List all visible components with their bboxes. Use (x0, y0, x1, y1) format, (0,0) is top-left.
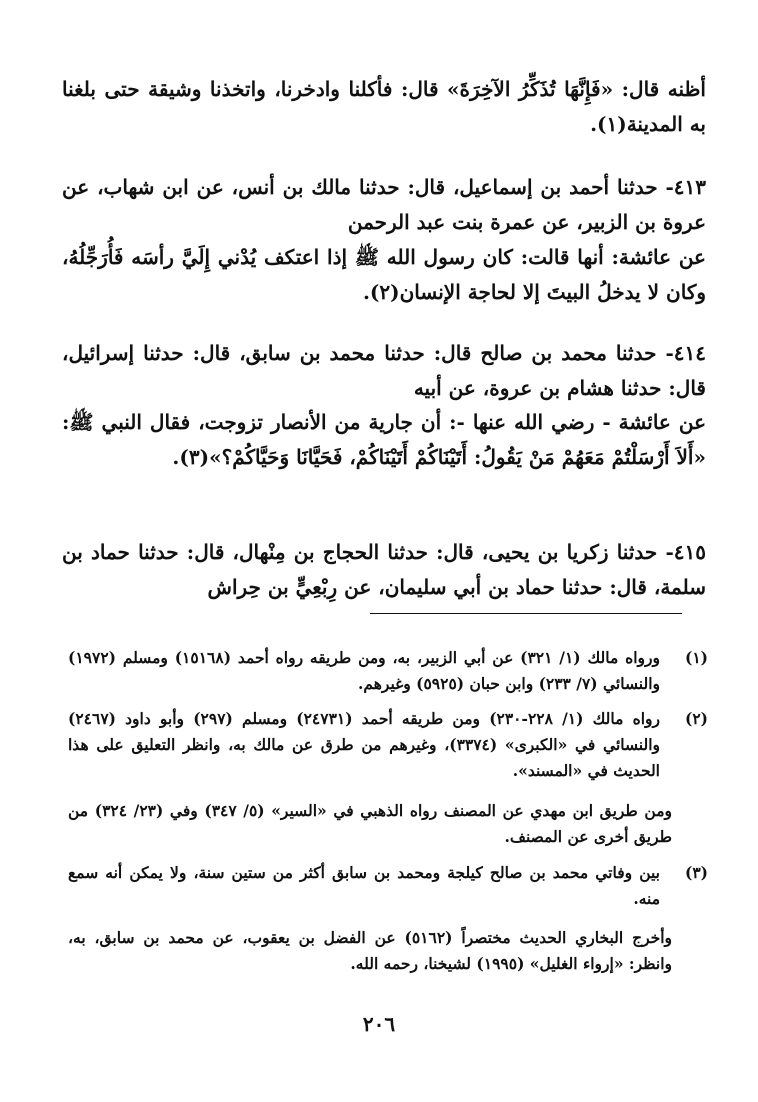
footnote-2 (68, 706, 708, 784)
footnote-2-continuation (68, 798, 708, 850)
page-number: ٢٠٦ (362, 1012, 396, 1036)
footnote-3 (68, 860, 708, 912)
footnote-1 (68, 645, 708, 697)
paragraph-continuation: أظنه قال: «فَإِنَّهَا تُذَكِّرُ الآخِرَةَ» قال: فأكلنا وادخرنا، واتخذنا وشيقة حتى بلغنا به المدينة(١). (62, 77, 706, 136)
footnote-3-cont-text: وأخرج البخاري الحديث مختصراً (٥١٦٢) عن الفضل بن يعقوب، عن محمد بن سابق، به، وانظر: «إرواء الغليل» (١٩٩٥) لشيخنا، رحمه الله. (68, 928, 672, 973)
footnote-2-cont-text: ومن طريق ابن مهدي عن المصنف رواه الذهبي في «السير» (٥/ ٣٤٧) وفي (٢٣/ ٣٢٤) من طريق أخرى عن المصنف. (68, 801, 672, 846)
footnote-2-text: رواه مالك (١/ ٢٢٨-٢٣٠) ومن طريقه أحمد (٢٤٧٣١) ومسلم (٢٩٧) وأبو داود (٢٤٦٧) والنسائي في «الكبرى» (٣٣٧٤)، وغيرهم من طرق عن مالك به، وانظر التعليق على هذا الحديث في «المسند». (68, 709, 660, 780)
footnote-1-text: ورواه مالك (١/ ٣٢١) عن أبي الزبير، به، ومن طريقه رواه أحمد (١٥١٦٨) ومسلم (١٩٧٢) والنسائي (٧/ ٢٣٣) وابن حبان (٥٩٢٥) وغيرهم. (68, 648, 660, 693)
footnote-2-number: (٢) (684, 709, 708, 728)
footnote-3-text: بين وفاتي محمد بن صالح كيلجة ومحمد بن سابق أكثر من ستين سنة، ولا يمكن أنه سمع منه. (68, 863, 660, 908)
footnote-divider (370, 613, 682, 614)
hadith-413-chain: ٤١٣- حدثنا أحمد بن إسماعيل، قال: حدثنا مالك بن أنس، عن ابن شهاب، عن عروة بن الزبير، عن عمرة بنت عبد الرحمن (62, 175, 706, 234)
hadith-415-chain: ٤١٥- حدثنا زكريا بن يحيى، قال: حدثنا الحجاج بن مِنْهال، قال: حدثنا حماد بن سلمة، قال: حدثنا حماد بن أبي سليمان، عن رِبْعِيٍّ بن حِراش (62, 540, 706, 599)
hadith-414-chain: ٤١٤- حدثنا محمد بن صالح قال: حدثنا محمد بن سابق، قال: حدثنا إسرائيل، قال: حدثنا هشام بن عروة، عن أبيه (62, 341, 706, 400)
hadith-413-text: عن عائشة: أنها قالت: كان رسول الله ﷺ إذا اعتكف يُدْني إِلَيَّ رأسَه فَأُرَجِّلُهُ، وكان لا يدخلُ البيتَ إلا لحاجة الإنسان(٢). (62, 245, 706, 304)
footnote-1-number: (١) (684, 648, 708, 667)
footnote-3-continuation (68, 925, 708, 977)
footnote-3-number: (٣) (684, 863, 708, 882)
hadith-414-text: عن عائشة - رضي الله عنها -: أن جارية من الأنصار تزوجت، فقال النبي ﷺ: «أَلاَ أَرْسَلْتُمْ مَعَهُمْ مَنْ يَقُولُ: أَتَيْنَاكُمْ أَتَيْنَاكُمْ، فَحَيَّانَا وَحَيَّاكُمْ؟»(٣). (62, 410, 706, 469)
